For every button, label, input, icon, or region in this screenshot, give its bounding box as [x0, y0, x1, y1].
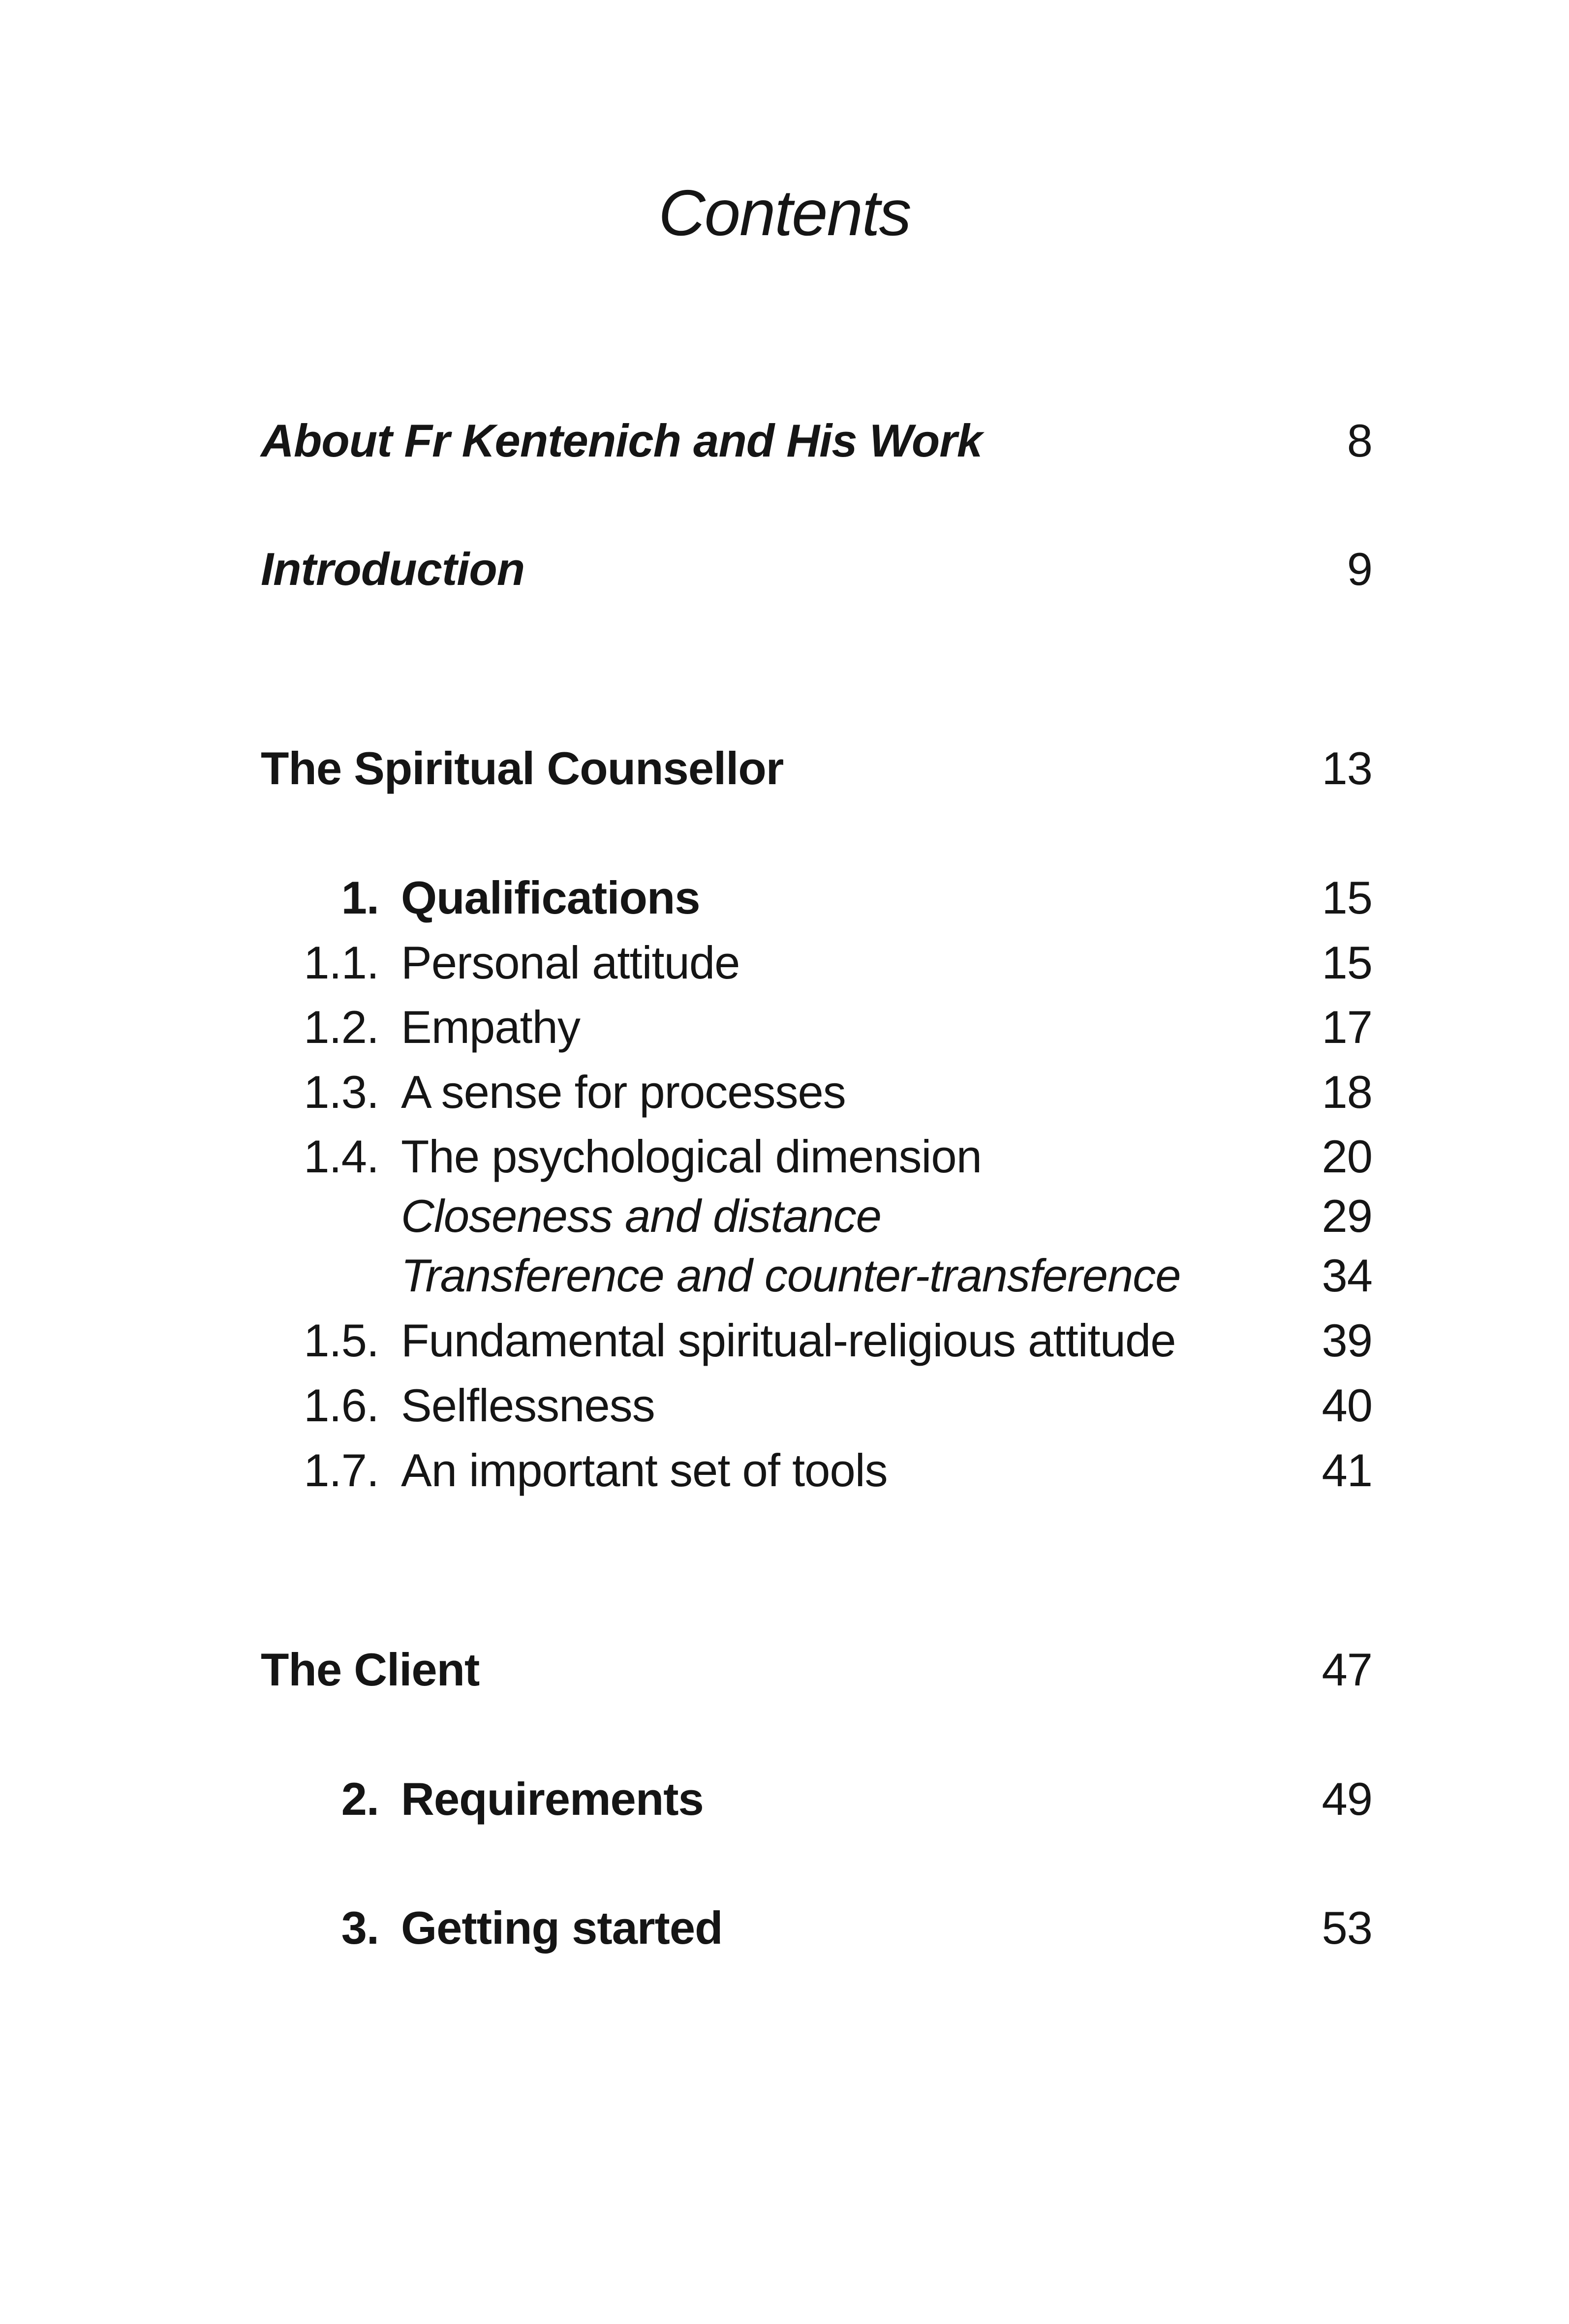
toc-subsection-transference[interactable]	[0, 1249, 1569, 1318]
toc-entry-title: Introduction	[261, 543, 525, 595]
toc-entry-number: 1.1.	[304, 937, 379, 988]
toc-chapter-getting-started[interactable]	[0, 1901, 1569, 1970]
toc-section-1-5[interactable]	[0, 1314, 1569, 1383]
toc-entry-number: 1.2.	[304, 1001, 379, 1053]
toc-entry-page: 15	[1322, 937, 1372, 988]
toc-entry-page: 53	[1322, 1902, 1372, 1954]
toc-entry-title: Fundamental spiritual-religious attitude	[401, 1315, 1176, 1366]
toc-entry-title: Selflessness	[401, 1379, 655, 1431]
toc-entry-page: 15	[1322, 872, 1372, 923]
toc-entry-page: 40	[1322, 1379, 1372, 1431]
toc-entry-page: 34	[1322, 1250, 1372, 1301]
toc-entry-page: 8	[1347, 415, 1372, 466]
toc-entry-number: 1.7.	[304, 1444, 379, 1496]
toc-entry-title: About Fr Kentenich and His Work	[261, 415, 983, 466]
toc-entry-title: The psychological dimension	[401, 1131, 982, 1182]
toc-section-1-6[interactable]	[0, 1379, 1569, 1448]
toc-entry-number: 1.5.	[304, 1315, 379, 1366]
toc-section-1-4[interactable]	[0, 1130, 1569, 1199]
toc-section-1-7[interactable]	[0, 1444, 1569, 1513]
toc-entry-page: 17	[1322, 1001, 1372, 1053]
toc-entry-title: Personal attitude	[401, 937, 740, 988]
toc-entry-number: 1.6.	[304, 1379, 379, 1431]
toc-part-spiritual-counsellor[interactable]	[0, 742, 1569, 811]
toc-section-1-2[interactable]	[0, 1001, 1569, 1070]
toc-entry-page: 39	[1322, 1315, 1372, 1366]
toc-part-client[interactable]	[0, 1643, 1569, 1712]
toc-entry-page: 29	[1322, 1190, 1372, 1242]
toc-entry-page: 9	[1347, 543, 1372, 595]
toc-entry-introduction[interactable]	[0, 543, 1569, 612]
toc-entry-page: 49	[1322, 1773, 1372, 1825]
toc-section-1-3[interactable]	[0, 1066, 1569, 1134]
toc-entry-page: 13	[1322, 742, 1372, 794]
toc-entry-title: An important set of tools	[401, 1444, 888, 1496]
toc-entry-number: 2.	[341, 1773, 379, 1825]
toc-entry-title: Getting started	[401, 1902, 723, 1954]
toc-entry-title: Requirements	[401, 1773, 704, 1825]
toc-entry-title: The Spiritual Counsellor	[261, 742, 784, 794]
toc-chapter-qualifications[interactable]	[0, 871, 1569, 940]
toc-entry-title: A sense for processes	[401, 1066, 846, 1118]
toc-entry-page: 41	[1322, 1444, 1372, 1496]
toc-entry-page: 47	[1322, 1644, 1372, 1695]
toc-entry-number: 3.	[341, 1902, 379, 1954]
toc-entry-number: 1.3.	[304, 1066, 379, 1118]
toc-chapter-requirements[interactable]	[0, 1773, 1569, 1841]
toc-entry-title: Transference and counter-transference	[401, 1250, 1181, 1301]
page-title: Contents	[658, 177, 911, 249]
toc-entry-number: 1.	[341, 872, 379, 923]
toc-subsection-closeness[interactable]	[0, 1190, 1569, 1258]
toc-entry-title: The Client	[261, 1644, 480, 1695]
toc-entry-number: 1.4.	[304, 1131, 379, 1182]
toc-entry-title: Closeness and distance	[401, 1190, 882, 1242]
toc-entry-title: Qualifications	[401, 872, 700, 923]
toc-entry-page: 18	[1322, 1066, 1372, 1118]
toc-section-1-1[interactable]	[0, 936, 1569, 1005]
toc-entry-about[interactable]	[0, 414, 1569, 483]
toc-entry-page: 20	[1322, 1131, 1372, 1182]
toc-entry-title: Empathy	[401, 1001, 580, 1053]
